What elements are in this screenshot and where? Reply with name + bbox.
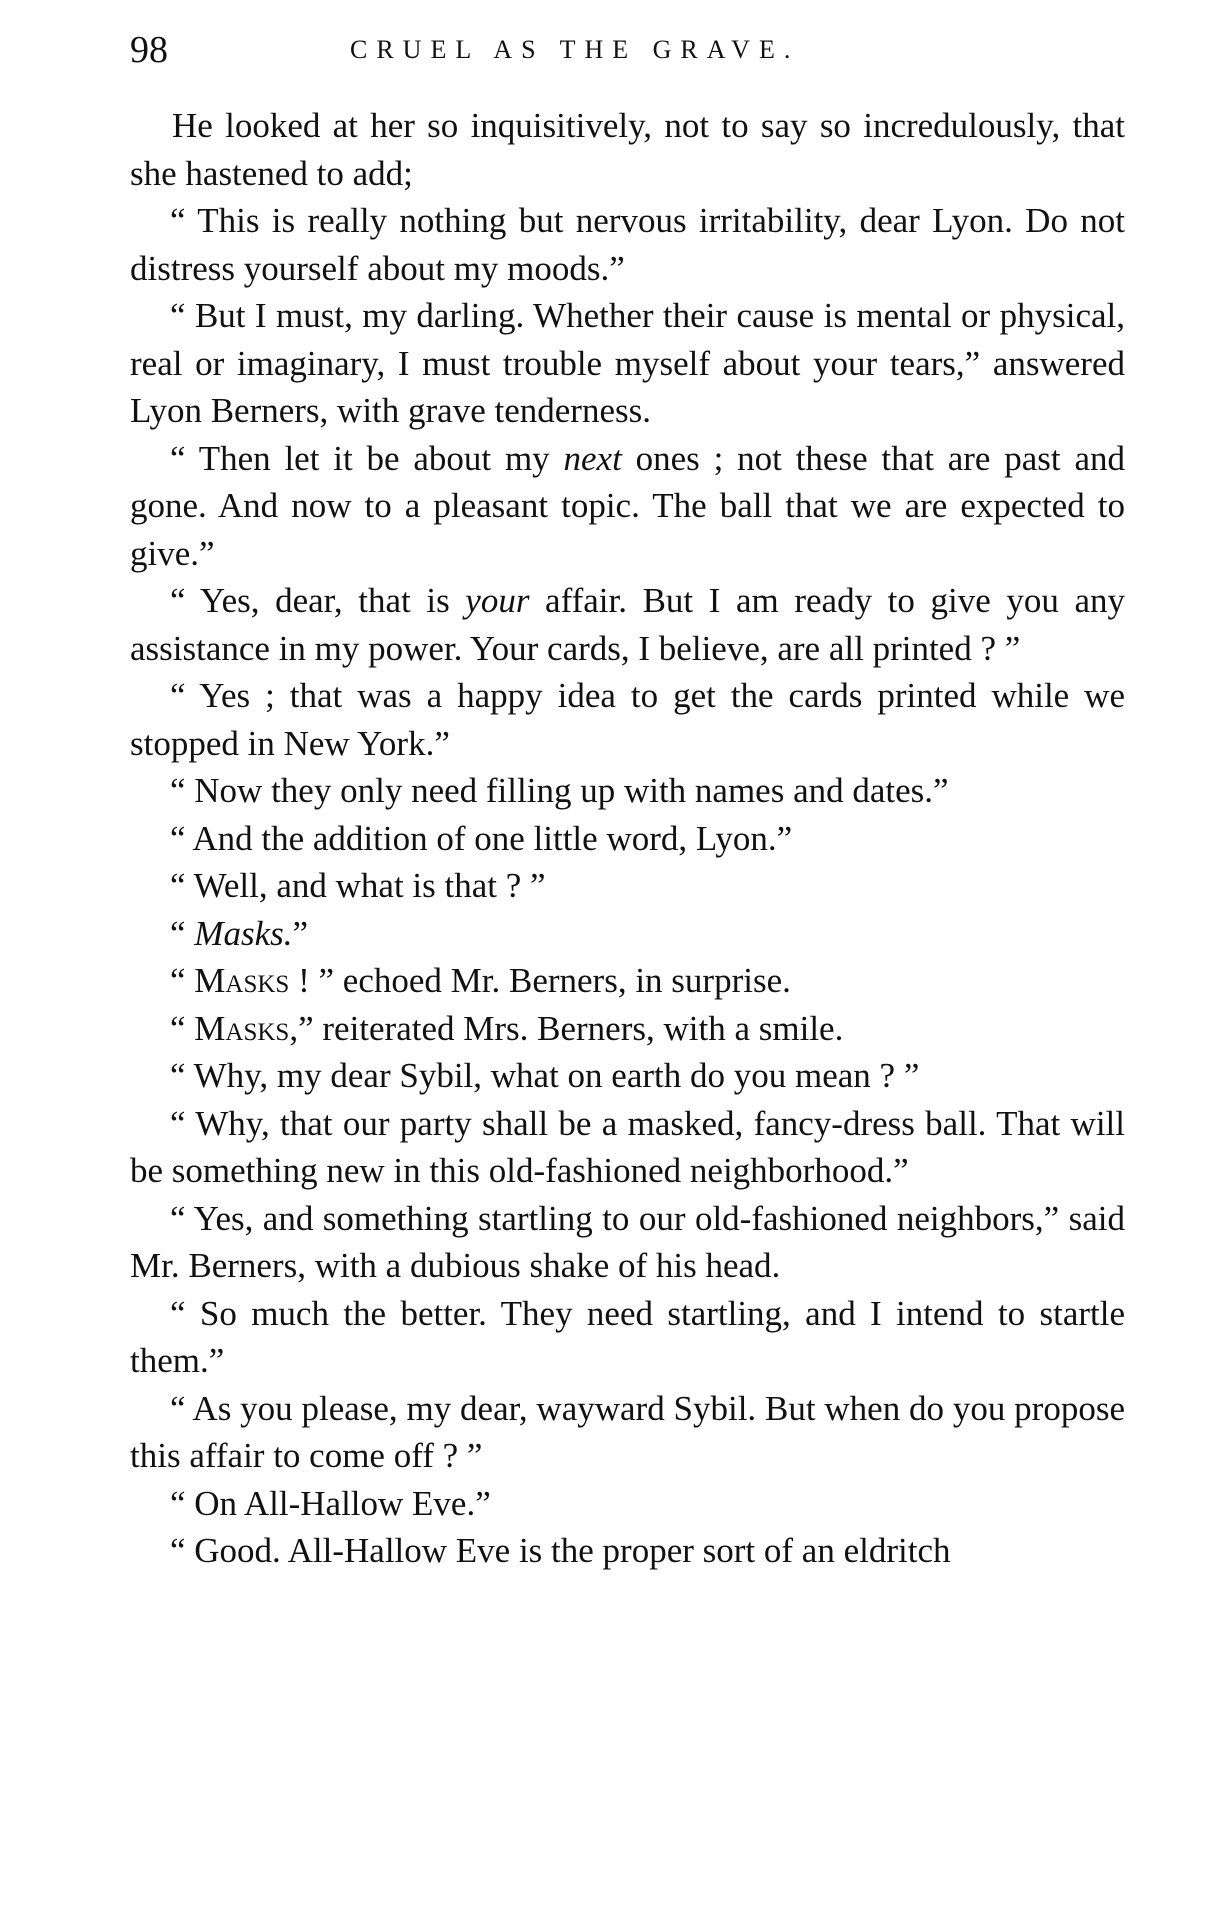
paragraph — [130, 102, 1125, 197]
paragraph-text: “ As you please, my dear, wayward Sybil. But when do you propose this affair to come off ? ” — [130, 1388, 1125, 1475]
paragraph-text: “ Why, that our party shall be a masked, fancy-dress ball. That will be something new in this old-fashioned neighborhood.” — [130, 1103, 1125, 1190]
paragraph-text: “ Well, and what is that ? ” — [170, 866, 546, 905]
page-number: 98 — [130, 29, 168, 71]
paragraph — [130, 672, 1125, 767]
paragraph — [130, 197, 1125, 292]
paragraph-text: “ Yes, dear, that is — [170, 581, 466, 620]
emphasis: your — [465, 581, 530, 620]
paragraph-text: “ Good. All-Hallow Eve is the proper sort of an eldritch — [170, 1531, 951, 1570]
paragraph — [130, 862, 1125, 910]
paragraph-text: “ So much the better. They need startling, and I intend to startle them.” — [130, 1293, 1125, 1380]
paragraph — [130, 767, 1125, 815]
paragraph-text: “ Then let it be about my — [170, 438, 564, 478]
paragraph-text: affair. But I am ready to give you any assistance in my power. Your cards, I believe, are all printed ? ” — [130, 581, 1125, 668]
paragraph — [130, 435, 1125, 578]
paragraph-text: “ — [170, 961, 195, 1000]
paragraph — [130, 1100, 1125, 1195]
paragraph-text: He looked at her so inquisitively, not to say so incredulously, that she hastened to add; — [130, 106, 1125, 193]
paragraph — [130, 1290, 1125, 1385]
paragraph — [130, 1385, 1125, 1480]
running-header — [130, 22, 1120, 78]
running-title: CRUEL AS THE GRAVE. — [350, 35, 800, 64]
paragraph — [130, 957, 1125, 1005]
paragraph — [130, 1527, 1125, 1575]
paragraph-text: “ This is really nothing but nervous irritability, dear Lyon. Do not distress yourself about my moods.” — [130, 201, 1125, 288]
body-text — [130, 102, 1125, 1575]
paragraph-text: ! ” echoed Mr. Berners, in surprise. — [289, 961, 791, 1000]
emphasis: Masks. — [194, 913, 293, 953]
paragraph-text: “ — [170, 913, 195, 953]
paragraph — [130, 1052, 1125, 1100]
paragraph-text: “ Yes, and something startling to our old-fashioned neighbors,” said Mr. Berners, with a dubious shake of his head. — [130, 1198, 1125, 1285]
paragraph — [130, 910, 1125, 958]
paragraph-text: ” — [292, 913, 309, 953]
paragraph-text: “ Why, my dear Sybil, what on earth do you mean ? ” — [170, 1056, 920, 1095]
paragraph-text: ones ; not these that are past and gone. And now to a pleasant topic. The ball that we are expected to give.” — [130, 438, 1126, 573]
paragraph-text: “ Yes ; that was a happy idea to get the cards printed while we stopped in New York.” — [130, 676, 1125, 763]
emphasis: next — [563, 438, 622, 478]
paragraph-text: “ And the addition of one little word, Lyon.” — [170, 818, 793, 858]
paragraph-text: “ Now they only need filling up with names and dates.” — [170, 771, 949, 810]
paragraph-text: ,” reiterated Mrs. Berners, with a smile. — [289, 1008, 844, 1048]
paragraph — [130, 1480, 1125, 1528]
paragraph — [130, 815, 1125, 863]
small-caps-word: Masks — [194, 961, 290, 1000]
paragraph-text: “ — [170, 1008, 195, 1048]
paragraph — [130, 577, 1125, 672]
small-caps-word: Masks — [194, 1008, 290, 1048]
paragraph-text: “ But I must, my darling. Whether their cause is mental or physical, real or imaginary, I must trouble myself about your tears,” answered Lyon Berners, with grave tenderness. — [130, 296, 1125, 430]
paragraph — [130, 1195, 1125, 1290]
paragraph-text: “ On All-Hallow Eve.” — [170, 1483, 491, 1523]
paragraph — [130, 1005, 1125, 1053]
paragraph — [130, 292, 1125, 435]
